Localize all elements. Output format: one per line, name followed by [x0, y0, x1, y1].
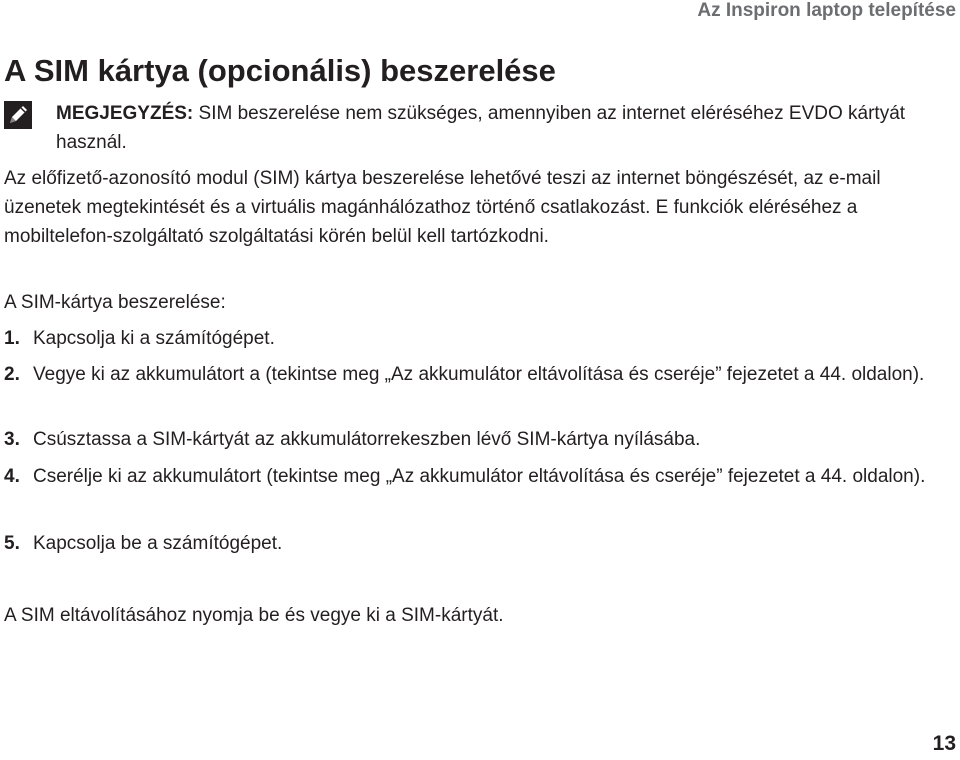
page-title: A SIM kártya (opcionális) beszerelése	[4, 53, 556, 88]
step-text: Cserélje ki az akkumulátort (tekintse meg „Az akkumulátor eltávolítása és cseréje” fejezetet a 44. oldalon).	[33, 466, 926, 487]
removal-paragraph: A SIM eltávolításához nyomja be és vegye ki a SIM-kártyát.	[4, 605, 504, 626]
intro-paragraph: Az előfizető-azonosító modul (SIM) kártya beszerelése lehetővé teszi az internet böngészését, az e-mail üzenetek megtekintését és a virtuális magánhálózathoz történő csatlakozást. E funkciók eléréséhez a mobiltelefon-szolgáltató szolgáltatási körén belül kell tartózkodni.	[4, 168, 881, 247]
step-text: Kapcsolja be a számítógépet.	[33, 533, 283, 554]
page-number: 13	[932, 732, 956, 755]
note-body: SIM beszerelése nem szükséges, amennyiben az internet eléréséhez EVDO kártyát használ.	[56, 103, 906, 153]
step-number: 4.	[4, 466, 20, 487]
pencil-note-icon	[4, 101, 32, 129]
step-number: 1.	[4, 328, 20, 349]
step-number: 3.	[4, 429, 20, 450]
note-text-block	[56, 99, 956, 157]
step-text: Vegye ki az akkumulátort a (tekintse meg „Az akkumulátor eltávolítása és cseréje” fejezetet a 44. oldalon).	[33, 364, 925, 385]
running-header: Az Inspiron laptop telepítése	[697, 0, 956, 21]
step-text: Csúsztassa a SIM-kártyát az akkumulátorrekeszben lévő SIM-kártya nyílásába.	[33, 429, 701, 450]
step-number: 2.	[4, 364, 20, 385]
step-number: 5.	[4, 533, 20, 554]
steps-heading: A SIM-kártya beszerelése:	[4, 292, 226, 313]
step-text: Kapcsolja ki a számítógépet.	[33, 328, 275, 349]
note-label: MEGJEGYZÉS:	[56, 103, 194, 124]
